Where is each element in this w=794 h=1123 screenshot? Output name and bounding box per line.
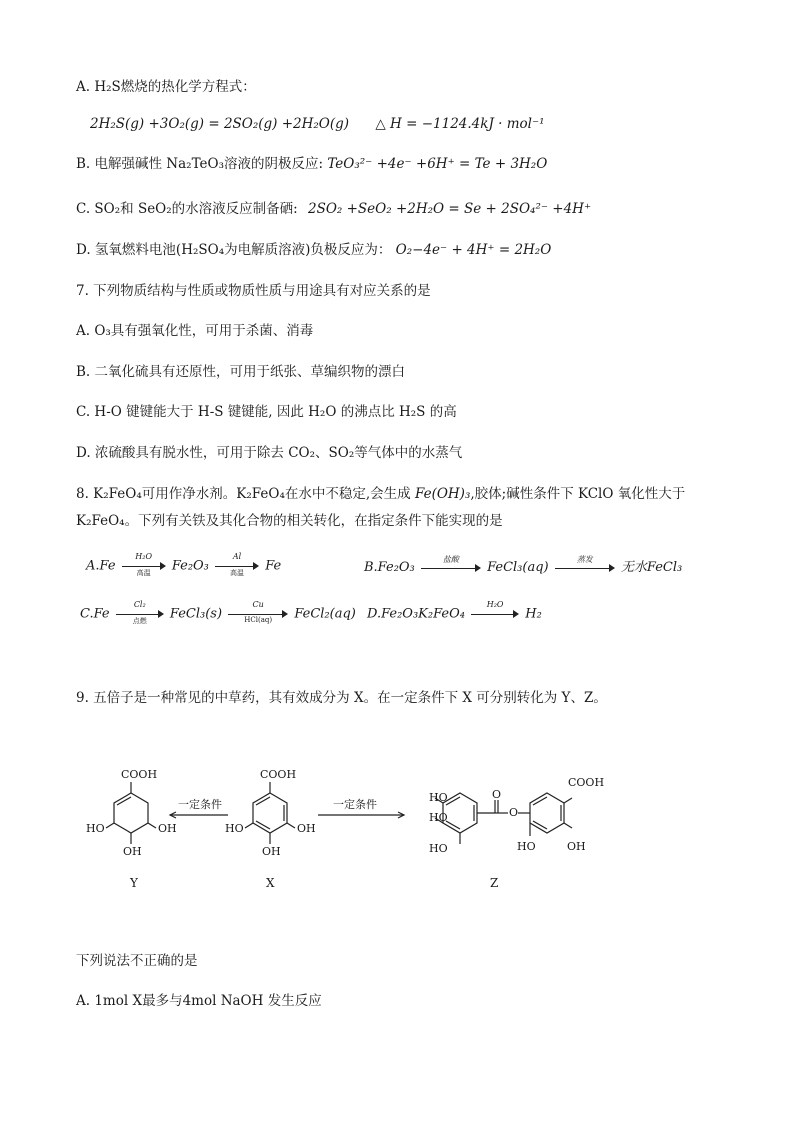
z-carbonyl-o: O bbox=[492, 788, 502, 801]
z-ester-o: O bbox=[509, 806, 519, 819]
q7-option-d: D. 浓硫酸具有脱水性，可用于除去 CO₂、SO₂等气体中的水蒸气 bbox=[76, 445, 463, 461]
q6-a-eq: 2H₂S(g) +3O₂(g) = 2SO₂(g) +2H₂O(g) bbox=[90, 116, 350, 132]
q8-b-end: 无水FeCl₃ bbox=[620, 560, 683, 575]
q6-b-eq: TeO₃²⁻ +4e⁻ +6H⁺ = Te + 3H₂O bbox=[327, 156, 548, 172]
q8-c-arrow1-top: Cl₂ bbox=[133, 600, 146, 609]
y-oh-right: OH bbox=[158, 822, 177, 835]
q8-b-arrow2 bbox=[555, 554, 615, 578]
z-ho-top: HO bbox=[429, 791, 448, 804]
q8-option-b bbox=[364, 556, 682, 578]
q6-option-d bbox=[76, 240, 551, 260]
delta-symbol: △ bbox=[375, 116, 386, 132]
q6-d-eq: O₂−4e⁻ + 4H⁺ = 2H₂O bbox=[395, 242, 552, 258]
q7-option-a: A. O₃具有强氧化性，可用于杀菌、消毒 bbox=[76, 323, 314, 339]
label-y: Y bbox=[130, 876, 138, 890]
q8-a-arrow1-bot: 高温 bbox=[136, 569, 151, 577]
q8-a-arrow2-bot: 高温 bbox=[230, 569, 245, 577]
q9-stem: 9. 五倍子是一种常见的中草药，其有效成分为 X。在一定条件下 X 可分别转化为 Y、Z。 bbox=[76, 690, 607, 706]
condition-right: 一定条件 bbox=[333, 798, 377, 811]
condition-left: 一定条件 bbox=[178, 798, 222, 811]
y-oh-bottom: OH bbox=[123, 845, 142, 858]
q8-c-arrow1-bot: 点燃 bbox=[132, 617, 147, 625]
q7-option-c: C. H-O 键键能大于 H-S 键键能, 因此 H₂O 的沸点比 H₂S 的高 bbox=[76, 404, 457, 420]
q8-d-start: D.Fe₂O₃K₂FeO₄ bbox=[367, 606, 465, 622]
q8-b-arrow1-top: 盐酸 bbox=[442, 554, 459, 564]
q8-d-arrow1 bbox=[471, 600, 519, 624]
q8-stem-line1 bbox=[76, 484, 685, 504]
q8-b-start: B.Fe₂O₃ bbox=[364, 560, 415, 575]
q8-a-arrow2 bbox=[215, 552, 259, 577]
z-cooh: COOH bbox=[568, 776, 605, 789]
x-oh-right: OH bbox=[297, 822, 316, 835]
q9-option-a: A. 1mol X最多与4mol NaOH 发生反应 bbox=[76, 993, 322, 1009]
q8-c-arrow1 bbox=[116, 600, 164, 625]
q8-a-mid: Fe₂O₃ bbox=[171, 558, 209, 574]
q6-option-c bbox=[76, 199, 591, 219]
q8-stem-part1: 8. K₂FeO₄可用作净水剂。K₂FeO₄在水中不稳定,会生成 bbox=[76, 486, 411, 502]
q8-c-arrow2 bbox=[228, 600, 288, 624]
q8-stem-line2: K₂FeO₄。下列有关铁及其化合物的相关转化，在指定条件下能实现的是 bbox=[76, 513, 503, 529]
label-z: Z bbox=[490, 876, 499, 890]
z-right-ring bbox=[530, 793, 564, 833]
z-ho-mid: HO bbox=[429, 811, 448, 824]
q6-c-eq: 2SO₂ +SeO₂ +2H₂O = Se + 2SO₄²⁻ +4H⁺ bbox=[308, 201, 592, 217]
q8-b-arrow2-top: 蒸发 bbox=[576, 554, 593, 564]
label-x: X bbox=[266, 876, 275, 890]
x-ho-left: HO bbox=[225, 822, 244, 835]
z-ho-bottom: HO bbox=[429, 842, 448, 855]
q9-structures bbox=[0, 760, 794, 920]
q6-option-a-label: A. H₂S燃烧的热化学方程式： bbox=[76, 79, 256, 95]
q8-d-end: H₂ bbox=[525, 606, 542, 622]
z-ho-right-ring: HO bbox=[517, 840, 536, 853]
y-ring bbox=[114, 793, 148, 833]
q8-a-arrow1 bbox=[122, 552, 166, 577]
q8-b-arrow1 bbox=[421, 554, 481, 578]
q8-a-arrow2-top: Al bbox=[232, 552, 242, 561]
q6-c-label: C. SO₂和 SeO₂的水溶液反应制备硒: bbox=[76, 201, 298, 217]
q8-c-start: C.Fe bbox=[80, 606, 110, 622]
q9-prompt: 下列说法不正确的是 bbox=[76, 953, 198, 969]
q8-option-d bbox=[367, 600, 542, 624]
y-cooh: COOH bbox=[121, 768, 158, 781]
q8-stem-formula: Fe(OH)₃ bbox=[414, 486, 471, 502]
q8-a-end: Fe bbox=[265, 558, 282, 574]
q8-b-mid: FeCl₃(aq) bbox=[487, 560, 549, 575]
q8-c-mid: FeCl₃(s) bbox=[169, 606, 223, 622]
y-ho-left: HO bbox=[86, 822, 105, 835]
x-cooh: COOH bbox=[260, 768, 297, 781]
q8-c-arrow2-top: Cu bbox=[252, 600, 264, 609]
q7-option-b: B. 二氧化硫具有还原性，可用于纸张、草编织物的漂白 bbox=[76, 364, 406, 380]
q8-stem-part2: ,胶体;碱性条件下 KClO 氧化性大于 bbox=[470, 486, 686, 502]
q7-stem: 7. 下列物质结构与性质或物质性质与用途具有对应关系的是 bbox=[76, 283, 431, 299]
q6-option-a-equation bbox=[90, 114, 545, 134]
q8-c-arrow2-bot: HCl(aq) bbox=[244, 616, 273, 624]
q8-a-start: A.Fe bbox=[86, 558, 116, 574]
q6-option-b bbox=[76, 154, 547, 174]
q8-c-end: FeCl₂(aq) bbox=[294, 606, 356, 622]
q8-option-a bbox=[86, 552, 282, 577]
z-oh-right-ring: OH bbox=[567, 840, 586, 853]
x-ring bbox=[253, 793, 287, 833]
q6-b-label: B. 电解强碱性 Na₂TeO₃溶液的阴极反应: bbox=[76, 156, 324, 172]
z-left-ring bbox=[443, 793, 477, 833]
x-oh-bottom: OH bbox=[262, 845, 281, 858]
q8-a-arrow1-top: H₂O bbox=[135, 552, 153, 561]
q8-d-arrow1-top: H₂O bbox=[486, 600, 504, 609]
q6-a-dh: H = −1124.4kJ · mol⁻¹ bbox=[390, 116, 545, 132]
q6-d-label: D. 氢氧燃料电池(H₂SO₄为电解质溶液)负极反应为： bbox=[76, 242, 392, 258]
q8-option-c bbox=[80, 600, 356, 625]
